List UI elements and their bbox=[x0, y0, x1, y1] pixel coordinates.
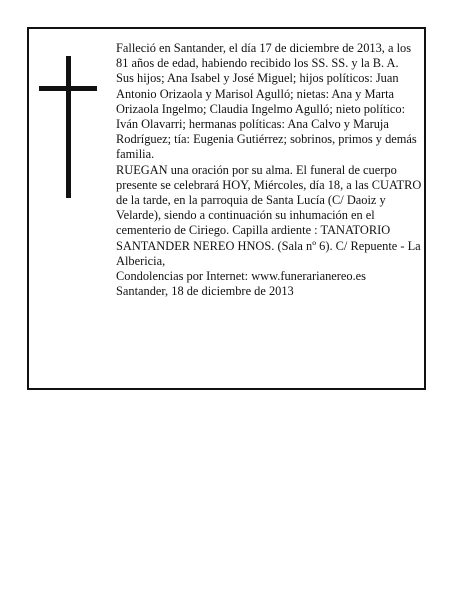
funeral-details: RUEGAN una oración por su alma. El funeral de cuerpo presente se celebrará HOY, Miércoles, día 18, a las CUATRO de la tarde, en la parroquia de Santa Lucía (C/ Daoiz y Velarde), siendo a continuación su inhumación en el cementerio de Ciriego. Capilla ardiente : TANATORIO SANTANDER NEREO HNOS. (Sala nº 6). C/ Repuente - La Albericia, bbox=[116, 162, 422, 268]
death-announcement: Falleció en Santander, el día 17 de diciembre de 2013, a los 81 años de edad, habiendo recibido los SS. SS. y la B. A. bbox=[116, 41, 412, 71]
cross-vertical-bar bbox=[66, 56, 71, 198]
cross-horizontal-bar bbox=[39, 86, 97, 91]
obituary-notice bbox=[27, 27, 426, 390]
cross-icon bbox=[39, 56, 97, 198]
notice-text bbox=[116, 41, 426, 299]
place-and-date: Santander, 18 de diciembre de 2013 bbox=[116, 284, 294, 299]
family-list: Sus hijos; Ana Isabel y José Miguel; hijos políticos: Juan Antonio Orizaola y Marisol Agulló; nietas: Ana y Marta Orizaola Ingelmo; Claudia Ingelmo Agulló; nieto político: Iván Olavarri; hermanas políticas: Ana Calvo y Maruja Rodríguez; tía: Eugenia Gutiérrez; sobrinos, primos y demás familia. bbox=[116, 71, 417, 162]
online-condolences: Condolencias por Internet: www.funerarianereo.es bbox=[116, 269, 367, 284]
